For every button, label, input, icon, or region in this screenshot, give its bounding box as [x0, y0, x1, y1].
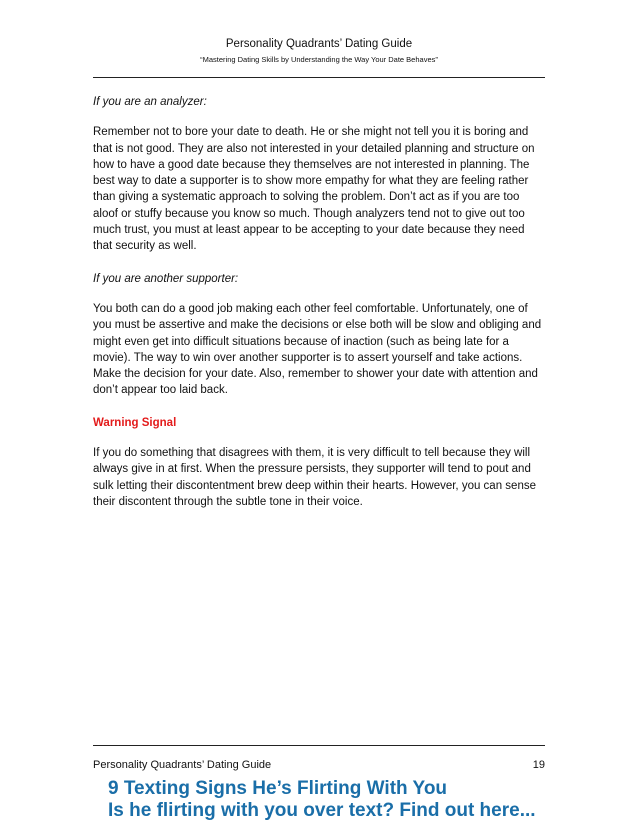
ad-link-headline[interactable]: 9 Texting Signs He’s Flirting With You	[108, 778, 448, 799]
footer-title: Personality Quadrants’ Dating Guide	[93, 759, 272, 771]
header-title: Personality Quadrants’ Dating Guide	[225, 38, 413, 50]
supporter-section-label: If you are another supporter:	[93, 272, 239, 285]
warning-paragraph: If you do something that disagrees with them, it is very difficult to tell because they will always give in at first. When the pressure persists, they supporter will tend to pout and sulk letting their discontentment brew deep within their hearts. However, you can sense their discontent through the subtle tone in their voice.	[93, 447, 536, 508]
header-subtitle: “Mastering Dating Skills by Understanding the Way Your Date Behaves”	[200, 55, 438, 64]
page-number: 19	[532, 759, 545, 771]
analyzer-paragraph: Remember not to bore your date to death. He or she might not tell you it is boring and that is not good. They are also not interested in your detailed planning and structure on how to have a good date because they themselves are not interested in planning. The best way to date a supporter is to show more empathy for what they are feeling rather than giving a systematic approach to solving the problem. Don’t act as if you are too aloof or stuffy because you know so much. Though analyzers tend not to give out too much trust, you must at least appear to be accepting to your date because they need that security as well.	[93, 126, 535, 253]
warning-heading: Warning Signal	[93, 416, 177, 429]
header-divider	[93, 77, 545, 78]
analyzer-section-label: If you are an analyzer:	[93, 96, 207, 108]
supporter-paragraph: You both can do a good job making each other feel comfortable. Unfortunately, one of you must be assertive and make the decisions or else both will be slow and obliging and might even get into difficult situations because of inaction (such as being late for a movie). The way to win over another supporter is to assert yourself and take actions. Make the decision for your date. Also, remember to shower your date with attention and don’t appear too laid back.	[93, 302, 542, 397]
footer-divider	[93, 745, 545, 746]
page-content	[93, 94, 545, 526]
ad-link-subline[interactable]: Is he flirting with you over text? Find out here...	[108, 800, 536, 821]
